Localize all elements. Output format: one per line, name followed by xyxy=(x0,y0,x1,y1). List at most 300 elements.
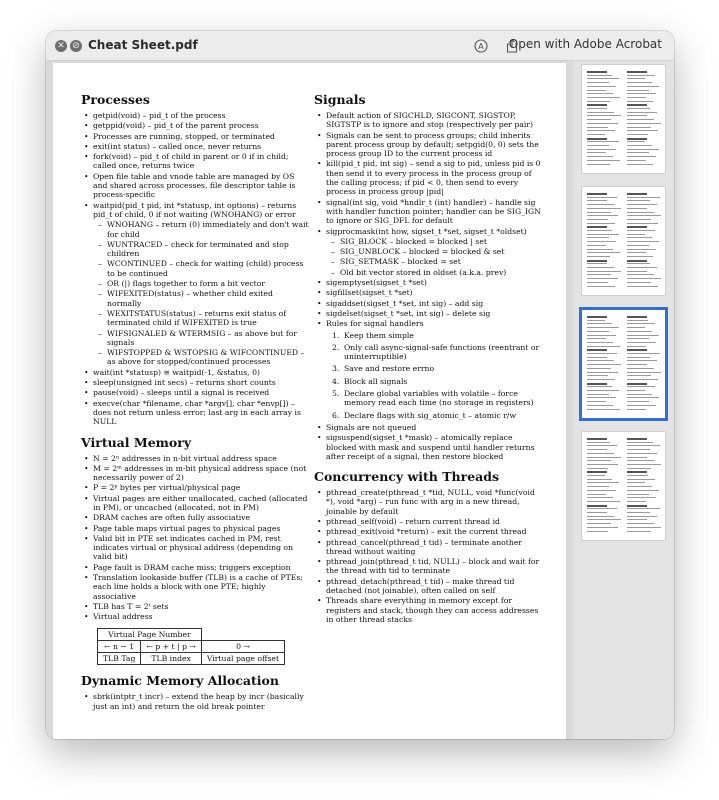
threads-heading: Concurrency with Threads xyxy=(314,469,500,485)
virtual-memory-section xyxy=(81,436,309,666)
thumbnail-text-line xyxy=(587,123,618,124)
thumbnail-text-line xyxy=(627,112,657,113)
list-item xyxy=(93,201,309,367)
thumbnail-text-line xyxy=(627,160,646,161)
thumbnail-text-line xyxy=(587,364,621,365)
rule-item: 1. Keep them simple xyxy=(332,330,414,340)
thumbnail-text-line xyxy=(627,479,655,480)
thumbnail-text-line xyxy=(587,278,618,279)
thumbnail-text-line xyxy=(627,442,653,443)
open-with-acrobat-button[interactable]: Open with Adobe Acrobat xyxy=(508,37,662,51)
signals-heading: Signals xyxy=(314,92,366,107)
thumbnail-text-line xyxy=(627,230,655,231)
thumbnail-text-line xyxy=(587,457,621,458)
thumbnail-text-line xyxy=(587,372,618,373)
thumbnail-text-line xyxy=(587,445,617,446)
thumbnail-text-line xyxy=(627,519,647,520)
thumbnail-text-line xyxy=(627,331,652,332)
thumbnail-text-line xyxy=(627,516,657,517)
thumbnail-text-line xyxy=(587,338,606,339)
thumbnail-text-line xyxy=(627,383,647,385)
thumbnail-text-line xyxy=(627,115,647,116)
thumbnail-text-line xyxy=(587,486,609,487)
thumbnail-text-line xyxy=(587,256,610,257)
thumbnail-text-line xyxy=(627,219,651,220)
thumbnail-text-line xyxy=(587,505,607,507)
thumbnail-text-line xyxy=(587,383,607,385)
list-item: • Translation lookaside buffer (TLB) is a cache of PTEs; each line holds a block with one PTE; highly associative xyxy=(93,573,309,601)
thumbnail-text-line xyxy=(627,508,660,509)
list-item: • Signals can be sent to process groups; child inherits parent process group by default; setpgid(0, 0) sets the process group ID to the current process id xyxy=(326,131,542,159)
threads-section xyxy=(314,470,542,624)
thumbnail-text-line xyxy=(627,494,649,495)
thumbnail-text-line xyxy=(587,112,614,113)
list-item: • Virtual pages are either unallocated, cached (allocated in PM), or uncached (allocated, not in PM) xyxy=(93,494,309,513)
rule-item: 2. Only call async-signal-safe functions (reentrant or uninterruptible) xyxy=(332,342,540,362)
thumbnail-text-line xyxy=(587,335,616,336)
thumbnail-text-line xyxy=(587,237,609,238)
thumbnail-text-line xyxy=(587,197,617,198)
thumbnail-text-line xyxy=(587,379,615,380)
thumbnail-text-line xyxy=(587,531,608,532)
thumbnail-text-line xyxy=(587,208,621,209)
rule-item: 4. Block all signals xyxy=(332,376,408,386)
thumbnail-text-line xyxy=(587,152,606,153)
thumbnail-text-line xyxy=(587,260,607,262)
rule-item: 5. Declare global variables with volatile – force memory read each time (no storage in registers) xyxy=(332,389,534,408)
thumbnail-text-line xyxy=(627,156,656,157)
table-cell: Virtual Page Number xyxy=(98,628,202,640)
thumbnail-text-line xyxy=(587,130,615,131)
thumbnail-text-line xyxy=(587,497,613,498)
thumbnail-text-line xyxy=(627,200,650,201)
thumbnail-text-line xyxy=(627,282,651,283)
list-item: • getppid(void) – pid_t of the parent process xyxy=(93,121,309,130)
thumbnail-text-line xyxy=(587,449,607,450)
list-item: • pthread_cancel(pthread_t tid) – terminate another thread without waiting xyxy=(326,538,542,557)
markup-icon[interactable] xyxy=(473,38,489,54)
signals-section xyxy=(314,93,542,461)
thumbnail-text-line xyxy=(587,409,620,410)
thumbnail-text-line xyxy=(627,278,661,279)
rule-item: 6. Declare flags with sig_atomic_t – atomic r/w xyxy=(332,410,517,420)
left-column xyxy=(81,93,309,720)
thumbnail-text-line xyxy=(627,464,661,465)
thumbnail-text-line xyxy=(587,267,614,268)
thumbnail-text-line xyxy=(587,323,612,324)
rule-text: Block all signals xyxy=(344,376,408,386)
thumbnail-text-line xyxy=(587,82,609,83)
thumbnail-text-line xyxy=(587,442,610,443)
thumbnail-text-line xyxy=(627,475,648,476)
thumbnail-text-line xyxy=(627,460,654,461)
table-cell: ← p + t | p → xyxy=(141,640,202,652)
thumbnail-text-line xyxy=(627,486,652,487)
thumbnail-text-line xyxy=(587,479,612,480)
list-item: • pthread_create(pthread_t *tid, NULL, void *func(void *), void *arg) – run func with arg in a new thread, joinable by default xyxy=(326,488,542,516)
thumbnail-text-line xyxy=(627,223,658,224)
thumbnail-text-line xyxy=(587,93,613,94)
list-item xyxy=(326,227,542,277)
thumbnail-text-line xyxy=(627,141,645,142)
list-item: • sleep(unsigned int secs) – returns short counts xyxy=(93,378,309,387)
thumbnail-text-line xyxy=(587,127,608,128)
thumbnail-text-line xyxy=(587,368,611,369)
thumbnail-text-line xyxy=(587,490,616,491)
table-cell: TLB index xyxy=(141,653,202,665)
thumbnail-text-line xyxy=(627,101,653,102)
sub-item: – SIG_UNBLOCK – blocked = blocked & set xyxy=(340,247,542,256)
thumbnail-text-line xyxy=(627,215,661,216)
thumbnail-text-line xyxy=(627,482,645,483)
processes-section xyxy=(81,93,309,427)
thumbnail-text-line xyxy=(627,82,652,83)
thumbnail-text-line xyxy=(627,468,651,469)
thumbnail-text-line xyxy=(587,508,617,509)
list-item: • sigaddset(sigset_t *set, int sig) – add sig xyxy=(326,299,542,308)
list-item: • pthread_self(void) – return current thread id xyxy=(326,517,542,526)
thumbnail-text-line xyxy=(587,149,616,150)
list-item: • signal(int sig, void *hndlr_t (int) handler) – handle sig with handler function pointer; handler can be SIG_IGN to ignore or SIG_DFL for default xyxy=(326,198,542,226)
thumbnail-text-line xyxy=(587,134,605,135)
sub-item: – WIFEXITED(status) – whether child exited normally xyxy=(107,289,309,308)
list-item: • Virtual address xyxy=(93,612,309,621)
document-title: Cheat Sheet.pdf xyxy=(88,38,198,52)
table-cell: ← n − 1 xyxy=(98,640,141,652)
thumbnail-text-line xyxy=(627,445,660,446)
list-item: • Signals are not queued xyxy=(326,423,542,432)
list-item: • sigdelset(sigset_t *set, int sig) – delete sig xyxy=(326,309,542,318)
thumbnail-text-line xyxy=(627,237,652,238)
thumbnail-text-line xyxy=(627,197,660,198)
list-item: • kill(pid_t pid, int sig) – send a sig to pid, unless pid is 0 then send it to every process in the process group of the calling process; if pid < 0, then send to every process in process group |pid| xyxy=(326,159,542,196)
thumbnail-text-line xyxy=(627,512,650,513)
list-item: • N = 2ⁿ addresses in n-bit virtual address space xyxy=(93,454,309,463)
thumbnail-text-line xyxy=(627,97,646,98)
list-item: • wait(int *statusp) ≅ waitpid(-1, &status, 0) xyxy=(93,368,309,377)
thumbnail-text-line xyxy=(627,256,653,257)
thumbnail-text-line xyxy=(587,215,618,216)
thumbnail-text-line xyxy=(627,401,649,402)
list-item: • Valid bit in PTE set indicates cached in PM, rest indicates virtual or physical address (depending on valid bit) xyxy=(93,534,309,562)
thumbnail-text-line xyxy=(627,241,659,242)
thumbnail-text-line xyxy=(587,119,611,120)
document-area xyxy=(46,61,674,739)
thumbnail-text-line xyxy=(587,516,614,517)
thumbnail-text-line xyxy=(587,468,608,469)
thumbnail-text-line xyxy=(627,375,651,376)
thumbnail-text-line xyxy=(627,323,655,324)
page-thumbnail-2[interactable] xyxy=(582,187,665,295)
thumbnail-text-line xyxy=(587,512,607,513)
list-item: • Processes are running, stopped, or terminated xyxy=(93,132,309,141)
rule-text: Only call async-signal-safe functions (reentrant or uninterruptible) xyxy=(344,342,540,362)
sub-item: – WNOHANG – return (0) immediately and don't wait for child xyxy=(107,220,309,239)
dynamic-memory-section xyxy=(81,674,309,711)
sub-item: – WCONTINUED – check for waiting (child) process to be continued xyxy=(107,259,309,278)
thumbnail-text-line xyxy=(627,523,654,524)
thumbnail-text-line xyxy=(627,93,656,94)
thumbnail-text-line xyxy=(627,379,658,380)
thumbnail-text-line xyxy=(587,494,606,495)
thumbnail-text-line xyxy=(627,349,647,351)
thumbnail-text-line xyxy=(587,360,614,361)
thumbnail-text-line xyxy=(587,164,610,165)
list-item-text: sigprocmask(int how, sigset_t *set, sigset_t *oldset) xyxy=(326,226,527,236)
list-item: • sigsuspend(sigset_t *mask) – atomically replace blocked with mask and suspend until handler returns after receipt of a signal, then restore blocked xyxy=(326,433,542,461)
thumbnail-text-line xyxy=(587,316,607,318)
thumbnail-text-line xyxy=(627,449,650,450)
thumbnail-text-line xyxy=(627,267,657,268)
close-window-icon[interactable]: ✕ xyxy=(55,40,67,52)
virtual-address-table xyxy=(97,628,285,666)
thumbnail-text-line xyxy=(627,353,660,354)
list-item: • sigemptyset(sigset_t *set) xyxy=(326,278,542,287)
list-item: • pthread_detach(pthread_t tid) – make thread tid detached (not joinable), often called on self xyxy=(326,577,542,596)
thumbnail-text-line xyxy=(627,104,647,106)
thumbnail-text-line xyxy=(587,519,621,520)
thumbnail-text-line xyxy=(587,145,609,146)
thumbnail-text-line xyxy=(627,394,652,395)
thumbnail-text-line xyxy=(627,390,645,391)
list-item: • pthread_exit(void *return) – exit the current thread xyxy=(326,527,542,536)
thumbnail-text-line xyxy=(587,141,619,142)
list-item: • Page table maps virtual pages to physical pages xyxy=(93,524,309,533)
thumbnail-text-line xyxy=(627,320,648,321)
thumbnail-text-line xyxy=(587,475,605,476)
thumbnail-text-line xyxy=(627,212,654,213)
thumbnail-text-line xyxy=(627,149,659,150)
thumbnail-text-line xyxy=(587,271,621,272)
rule-text: Save and restore errno xyxy=(344,364,435,374)
sub-item: – SIG_BLOCK – blocked = blocked | set xyxy=(340,237,542,246)
thumbnail-text-line xyxy=(587,90,606,91)
thumbnail-text-line xyxy=(627,364,647,365)
thumbnail-text-line xyxy=(587,527,618,528)
thumbnail-text-line xyxy=(627,271,647,272)
thumbnail-text-line xyxy=(627,193,647,195)
thumbnail-text-line xyxy=(587,320,605,321)
thumbnail-text-line xyxy=(587,160,620,161)
thumbnail-text-line xyxy=(627,338,649,339)
list-item-text: Rules for signal handlers xyxy=(326,319,424,329)
dynamic-memory-heading: Dynamic Memory Allocation xyxy=(81,673,279,689)
table-cell: 0 → xyxy=(201,640,284,652)
sub-item: – WUNTRACED – check for terminated and stop children xyxy=(107,240,309,259)
list-item: • pthread_join(pthread_t tid, NULL) – block and wait for the thread with tid to terminate xyxy=(326,557,542,576)
thumbnail-text-line xyxy=(627,386,655,387)
thumbnail-text-line xyxy=(627,409,646,410)
thumbnail-text-line xyxy=(627,405,656,406)
right-column xyxy=(314,93,542,633)
minimize-window-icon[interactable]: ⊘ xyxy=(70,40,82,52)
thumbnail-text-line xyxy=(587,286,615,287)
thumbnail-text-line xyxy=(627,457,647,458)
thumbnail-text-line xyxy=(587,327,619,328)
thumbnail-text-line xyxy=(587,460,611,461)
thumbnail-text-line xyxy=(587,226,607,228)
list-item: • Threads share everything in memory except for registers and stack, though they can access addresses in other thread stacks xyxy=(326,596,542,624)
thumbnail-text-line xyxy=(627,234,645,235)
thumbnail-text-line xyxy=(587,482,619,483)
thumbnail-text-line xyxy=(587,104,607,106)
thumbnail-text-line xyxy=(627,497,656,498)
thumbnail-text-line xyxy=(587,219,608,220)
table-cell: TLB Tag xyxy=(98,653,141,665)
page-thumbnail-3[interactable] xyxy=(582,310,665,418)
page-thumbnail-4[interactable] xyxy=(582,432,665,540)
thumbnail-text-line xyxy=(587,212,611,213)
thumbnail-text-line xyxy=(627,501,646,502)
processes-heading: Processes xyxy=(81,92,150,107)
thumbnail-text-line xyxy=(587,386,612,387)
thumbnail-text-line xyxy=(587,234,619,235)
thumbnail-text-line xyxy=(587,405,613,406)
title-bar xyxy=(46,31,674,61)
thumbnail-text-line xyxy=(627,90,649,91)
thumbnail-text-line xyxy=(627,145,652,146)
pdf-page xyxy=(53,63,566,739)
list-item: • M = 2ᵐ addresses in m-bit physical address space (not necessarily power of 2) xyxy=(93,464,309,483)
thumbnail-text-line xyxy=(587,390,619,391)
thumbnail-text-line xyxy=(587,78,619,79)
rule-text: Declare global variables with volatile – force memory read each time (no storage in registers) xyxy=(344,389,534,408)
thumbnail-text-line xyxy=(587,342,613,343)
thumbnail-text-line xyxy=(587,331,609,332)
list-item: • Open file table and vnode table are managed by OS and shared across processes, file descriptor table is process-specific xyxy=(93,172,309,200)
rule-text: Keep them simple xyxy=(344,330,414,340)
thumbnail-text-line xyxy=(587,401,606,402)
list-item: • pause(void) – sleeps until a signal is received xyxy=(93,388,309,397)
thumbnail-text-line xyxy=(587,274,611,275)
rule-item: 3. Save and restore errno xyxy=(332,364,435,374)
thumbnail-text-line xyxy=(627,505,647,507)
thumbnail-text-line xyxy=(587,223,615,224)
thumbnail-sidebar xyxy=(573,61,674,739)
thumbnail-text-line xyxy=(587,394,609,395)
thumbnail-text-line xyxy=(587,397,616,398)
thumbnail-text-line xyxy=(587,204,614,205)
list-item: • sbrk(intptr_t incr) – extend the heap by incr (basically just an int) and return the old break pointer xyxy=(93,692,309,711)
thumbnail-text-line xyxy=(587,349,607,351)
thumbnail-text-line xyxy=(627,263,650,264)
thumbnail-text-line xyxy=(627,130,658,131)
thumbnail-text-line xyxy=(627,204,657,205)
thumbnail-text-line xyxy=(627,127,651,128)
thumbnail-text-line xyxy=(587,193,607,195)
thumbnail-text-line xyxy=(627,438,647,440)
thumbnail-text-line xyxy=(587,375,608,376)
thumbnail-text-line xyxy=(627,108,650,109)
thumbnail-text-line xyxy=(627,316,647,318)
page-thumbnail-1[interactable] xyxy=(582,65,665,173)
list-item: • Page fault is DRAM cache miss; triggers exception xyxy=(93,563,309,572)
thumbnail-text-line xyxy=(627,531,651,532)
thumbnail-text-line xyxy=(587,282,608,283)
thumbnail-text-line xyxy=(627,335,659,336)
thumbnail-text-line xyxy=(587,249,613,250)
list-item: • execve(char *filename, char *argv[], char *envp[]) – does not return unless error; last arg in each array is NULL xyxy=(93,399,309,427)
list-item: • TLB has T = 2ᵗ sets xyxy=(93,602,309,611)
thumbnail-text-line xyxy=(587,438,607,440)
thumbnail-text-line xyxy=(587,75,612,76)
thumbnail-text-line xyxy=(627,453,657,454)
rule-text: Declare flags with sig_atomic_t – atomic r/w xyxy=(344,410,517,420)
thumbnail-text-line xyxy=(587,453,614,454)
list-item-text: waitpid(pid_t pid, int *statusp, int options) – returns pid_t of child, 0 if not waiting (WNOHANG) or error xyxy=(93,200,297,219)
thumbnail-text-line xyxy=(587,138,607,140)
thumbnail-text-line xyxy=(627,471,647,473)
thumbnail-text-line xyxy=(627,75,655,76)
virtual-memory-heading: Virtual Memory xyxy=(81,434,192,450)
list-item: • fork(void) – pid_t of child in parent or 0 if in child; called once, returns twice xyxy=(93,152,309,171)
list-item: • P = 2ᵖ bytes per virtual/physical page xyxy=(93,483,309,492)
thumbnail-text-line xyxy=(627,152,649,153)
thumbnail-text-line xyxy=(627,252,646,253)
thumbnail-text-line xyxy=(627,342,656,343)
thumbnail-text-line xyxy=(587,252,620,253)
thumbnail-text-line xyxy=(627,164,653,165)
thumbnail-text-line xyxy=(587,115,621,116)
sub-item: – SIG_SETMASK – blocked = set xyxy=(340,257,542,266)
thumbnail-text-line xyxy=(627,360,657,361)
thumbnail-text-line xyxy=(587,156,613,157)
thumbnail-text-line xyxy=(587,263,607,264)
thumbnail-text-line xyxy=(627,249,656,250)
thumbnail-text-line xyxy=(587,346,620,347)
table-cell xyxy=(201,628,284,640)
thumbnail-text-line xyxy=(587,464,618,465)
thumbnail-text-line xyxy=(627,490,659,491)
thumbnail-text-line xyxy=(587,71,607,73)
thumbnail-text-line xyxy=(587,245,606,246)
thumbnail-text-line xyxy=(627,138,647,140)
thumbnail-text-line xyxy=(587,353,617,354)
thumbnail-text-line xyxy=(587,200,607,201)
list-item: • DRAM caches are often fully associative xyxy=(93,513,309,522)
thumbnail-text-line xyxy=(627,226,647,228)
list-item: • getpid(void) – pid_t of the process xyxy=(93,111,309,120)
thumbnail-text-line xyxy=(627,372,661,373)
list-item: • sigfillset(sigset_t *set) xyxy=(326,288,542,297)
sub-item: – WIFSIGNALED & WTERMSIG – as above but for signals xyxy=(107,329,309,348)
thumbnail-text-line xyxy=(627,527,661,528)
sub-item: – Old bit vector stored in oldset (a.k.a. prev) xyxy=(340,268,542,277)
table-cell: Virtual page offset xyxy=(201,653,284,665)
sub-item: – WEXITSTATUS(status) – returns exit status of terminated child if WIFEXITED is true xyxy=(107,309,309,328)
list-item: • exit(int status) – called once, never returns xyxy=(93,142,309,151)
sub-item: – OR (|) flags together to form a bit vector xyxy=(107,279,309,288)
thumbnail-text-line xyxy=(627,397,659,398)
thumbnail-text-line xyxy=(587,101,610,102)
thumbnail-text-line xyxy=(627,86,659,87)
thumbnail-text-line xyxy=(587,86,616,87)
thumbnail-text-line xyxy=(627,123,661,124)
thumbnail-text-line xyxy=(587,108,607,109)
list-item: • Default action of SIGCHLD, SIGCONT, SIGSTOP, SIGTSTP is to ignore and stop (respectively per pair) xyxy=(326,111,542,130)
thumbnail-text-line xyxy=(587,241,616,242)
thumbnail-text-line xyxy=(587,523,611,524)
thumbnail-text-line xyxy=(627,357,650,358)
thumbnail-text-line xyxy=(627,327,645,328)
thumbnail-text-line xyxy=(627,119,654,120)
thumbnail-text-line xyxy=(627,368,654,369)
thumbnail-text-line xyxy=(627,71,647,73)
list-item xyxy=(326,319,542,420)
thumbnail-text-line xyxy=(627,260,647,262)
thumbnail-text-line xyxy=(627,274,654,275)
sub-item: – WIFSTOPPED & WSTOPSIG & WIFCONTINUED – as above for stopped/continued processes xyxy=(107,348,309,367)
